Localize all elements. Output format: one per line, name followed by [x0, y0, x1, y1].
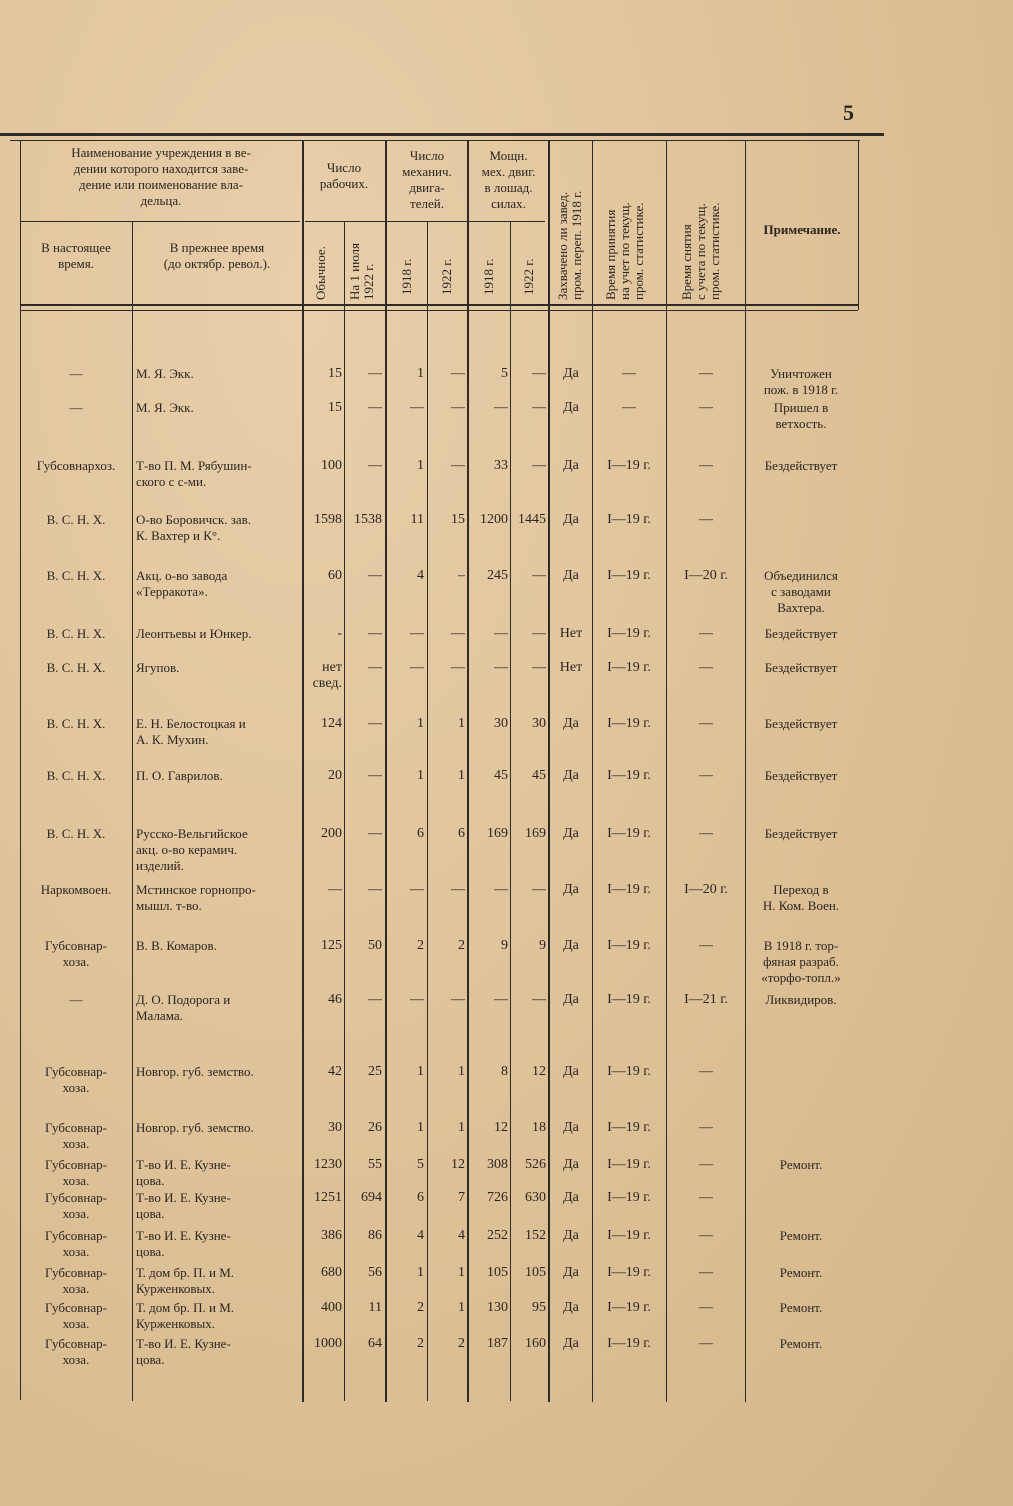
row-18-note: Ремонт.	[779, 1265, 823, 1280]
row-3-cap: Да	[563, 512, 579, 527]
row-9-p1918: 169	[487, 826, 508, 841]
row-11-cur: Губсовнар- хоза.	[45, 938, 107, 969]
row-10-cap: Да	[563, 882, 579, 897]
row-14-e1922: 1	[458, 1120, 465, 1135]
header-current-time: В настоящее время.	[41, 240, 111, 271]
row-6-cap: Нет	[559, 660, 583, 675]
row-10-cur: Наркомвоен.	[40, 882, 112, 897]
row-4-former: Акц. о-во завода «Терракота».	[136, 568, 228, 599]
row-10-e1918: —	[410, 882, 424, 897]
row-4-cur: В. С. Н. Х.	[46, 568, 106, 583]
row-0-p1922: —	[532, 366, 546, 381]
col-rule	[745, 140, 746, 1402]
col-rule	[510, 221, 511, 1401]
row-7-usual: 124	[321, 716, 342, 731]
row-1-w1922: —	[368, 400, 382, 415]
row-2-acc: I—19 г.	[607, 458, 651, 473]
row-3-cur: В. С. Н. Х.	[46, 512, 106, 527]
row-9-e1918: 6	[417, 826, 424, 841]
row-7-e1918: 1	[417, 716, 424, 731]
row-14-p1918: 12	[494, 1120, 508, 1135]
row-16-p1918: 726	[487, 1190, 508, 1205]
row-14-acc: I—19 г.	[607, 1120, 651, 1135]
row-6-w1922: —	[368, 660, 382, 675]
row-8-usual: 20	[328, 768, 342, 783]
row-1-p1922: —	[532, 400, 546, 415]
header-workers-usual: Обычное.	[313, 246, 328, 300]
col-rule	[385, 140, 387, 1402]
row-4-p1918: 245	[487, 568, 508, 583]
header-bottom-rule	[20, 304, 858, 306]
table-top-rule-thin	[10, 140, 860, 141]
row-0-e1918: 1	[417, 366, 424, 381]
row-2-rem: —	[699, 458, 713, 473]
row-14-w1922: 26	[368, 1120, 382, 1135]
row-7-cap: Да	[563, 716, 579, 731]
row-8-e1918: 1	[417, 768, 424, 783]
col-rule	[467, 140, 469, 1402]
row-3-rem: —	[699, 512, 713, 527]
row-17-rem: —	[699, 1228, 713, 1243]
row-2-cur: Губсовнархоз.	[36, 458, 116, 473]
page-number: 5	[843, 100, 854, 125]
header-former-time: В прежнее время (до октябр. револ.).	[163, 240, 271, 271]
row-17-note: Ремонт.	[779, 1228, 823, 1243]
row-10-note: Переход в Н. Ком. Воен.	[762, 882, 840, 913]
row-15-w1922: 55	[368, 1157, 382, 1172]
row-7-e1922: 1	[458, 716, 465, 731]
row-14-rem: —	[699, 1120, 713, 1135]
row-12-rem: I—21 г.	[684, 992, 728, 1007]
row-5-rem: —	[699, 626, 713, 641]
row-16-e1922: 7	[458, 1190, 465, 1205]
row-15-cap: Да	[563, 1157, 579, 1172]
row-2-p1922: —	[532, 458, 546, 473]
row-11-usual: 125	[321, 938, 342, 953]
row-1-rem: —	[699, 400, 713, 415]
row-15-rem: —	[699, 1157, 713, 1172]
row-0-usual: 15	[328, 366, 342, 381]
row-11-rem: —	[699, 938, 713, 953]
row-5-e1922: —	[451, 626, 465, 641]
table-top-rule	[0, 133, 884, 136]
row-8-p1922: 45	[532, 768, 546, 783]
row-3-p1922: 1445	[518, 512, 546, 527]
row-5-cap: Нет	[559, 626, 583, 641]
row-0-former: М. Я. Экк.	[136, 366, 194, 381]
row-12-p1918: —	[494, 992, 508, 1007]
row-19-usual: 400	[321, 1300, 342, 1315]
row-15-e1918: 5	[417, 1157, 424, 1172]
row-19-note: Ремонт.	[779, 1300, 823, 1315]
row-17-usual: 386	[321, 1228, 342, 1243]
row-6-rem: —	[699, 660, 713, 675]
row-13-e1922: 1	[458, 1064, 465, 1079]
row-2-p1918: 33	[494, 458, 508, 473]
row-13-cap: Да	[563, 1064, 579, 1079]
header-workers: Число рабочих.	[319, 160, 369, 191]
row-1-cur: —	[69, 400, 83, 415]
row-18-rem: —	[699, 1265, 713, 1280]
row-4-note: Объединился с заводами Вахтера.	[764, 568, 838, 615]
row-11-e1922: 2	[458, 938, 465, 953]
row-16-w1922: 694	[361, 1190, 382, 1205]
row-1-note: Пришел в ветхость.	[773, 400, 829, 431]
row-11-e1918: 2	[417, 938, 424, 953]
row-11-w1922: 50	[368, 938, 382, 953]
row-20-former: Т-во И. Е. Кузне- цова.	[136, 1336, 231, 1367]
row-10-e1922: —	[451, 882, 465, 897]
row-1-e1922: —	[451, 400, 465, 415]
row-11-former: В. В. Комаров.	[136, 938, 217, 953]
subheader-rule	[20, 221, 300, 222]
row-6-note: Бездействует	[764, 660, 838, 675]
row-15-p1918: 308	[487, 1157, 508, 1172]
col-rule	[666, 140, 667, 1402]
row-13-cur: Губсовнар- хоза.	[45, 1064, 107, 1095]
row-12-cap: Да	[563, 992, 579, 1007]
row-7-rem: —	[699, 716, 713, 731]
row-20-cur: Губсовнар- хоза.	[45, 1336, 107, 1367]
row-8-w1922: —	[368, 768, 382, 783]
header-engines: Число механич. двига- телей.	[402, 148, 452, 211]
row-3-usual: 1598	[314, 512, 342, 527]
row-18-usual: 680	[321, 1265, 342, 1280]
row-5-w1922: —	[368, 626, 382, 641]
col-rule	[592, 140, 593, 1402]
col-rule	[132, 221, 133, 1401]
row-2-cap: Да	[563, 458, 579, 473]
row-19-acc: I—19 г.	[607, 1300, 651, 1315]
row-20-cap: Да	[563, 1336, 579, 1351]
row-12-e1918: —	[410, 992, 424, 1007]
row-18-acc: I—19 г.	[607, 1265, 651, 1280]
row-17-p1922: 152	[525, 1228, 546, 1243]
row-17-former: Т-во И. Е. Кузне- цова.	[136, 1228, 231, 1259]
row-13-former: Новгор. губ. земство.	[136, 1064, 254, 1079]
row-14-cap: Да	[563, 1120, 579, 1135]
row-18-e1918: 1	[417, 1265, 424, 1280]
row-4-rem: I—20 г.	[684, 568, 728, 583]
row-2-note: Бездействует	[764, 458, 838, 473]
row-0-rem: —	[699, 366, 713, 381]
row-13-rem: —	[699, 1064, 713, 1079]
row-5-p1922: —	[532, 626, 546, 641]
header-engines-1922: 1922 г.	[439, 258, 454, 295]
row-12-e1922: —	[451, 992, 465, 1007]
row-3-e1918: 11	[410, 512, 424, 527]
row-13-e1918: 1	[417, 1064, 424, 1079]
row-12-p1922: —	[532, 992, 546, 1007]
row-19-cap: Да	[563, 1300, 579, 1315]
row-5-e1918: —	[410, 626, 424, 641]
row-17-e1922: 4	[458, 1228, 465, 1243]
row-7-acc: I—19 г.	[607, 716, 651, 731]
row-6-p1918: —	[494, 660, 508, 675]
row-20-usual: 1000	[314, 1336, 342, 1351]
row-3-p1918: 1200	[480, 512, 508, 527]
row-2-e1918: 1	[417, 458, 424, 473]
row-17-e1918: 4	[417, 1228, 424, 1243]
row-11-note: В 1918 г. тор- фяная разраб. «торфо-топл.»	[761, 938, 841, 985]
row-8-note: Бездействует	[764, 768, 838, 783]
col-rule	[858, 140, 859, 310]
row-0-cap: Да	[563, 366, 579, 381]
row-20-note: Ремонт.	[779, 1336, 823, 1351]
row-6-e1922: —	[451, 660, 465, 675]
row-16-e1918: 6	[417, 1190, 424, 1205]
row-17-w1922: 86	[368, 1228, 382, 1243]
row-10-p1922: —	[532, 882, 546, 897]
row-9-p1922: 169	[525, 826, 546, 841]
header-workers-1922: На 1 июля 1922 г.	[347, 243, 376, 300]
row-4-cap: Да	[563, 568, 579, 583]
row-11-p1922: 9	[539, 938, 546, 953]
row-12-acc: I—19 г.	[607, 992, 651, 1007]
row-9-acc: I—19 г.	[607, 826, 651, 841]
row-16-p1922: 630	[525, 1190, 546, 1205]
row-20-e1922: 2	[458, 1336, 465, 1351]
row-0-note: Уничтожен пож. в 1918 г.	[763, 366, 839, 397]
row-20-acc: I—19 г.	[607, 1336, 651, 1351]
row-13-w1922: 25	[368, 1064, 382, 1079]
row-4-acc: I—19 г.	[607, 568, 651, 583]
row-19-p1918: 130	[487, 1300, 508, 1315]
row-4-e1918: 4	[417, 568, 424, 583]
row-6-e1918: —	[410, 660, 424, 675]
row-18-e1922: 1	[458, 1265, 465, 1280]
row-20-rem: —	[699, 1336, 713, 1351]
row-8-former: П. О. Гаврилов.	[136, 768, 223, 783]
row-8-p1918: 45	[494, 768, 508, 783]
row-18-cur: Губсовнар- хоза.	[45, 1265, 107, 1296]
row-9-usual: 200	[321, 826, 342, 841]
row-9-rem: —	[699, 826, 713, 841]
row-15-cur: Губсовнар- хоза.	[45, 1157, 107, 1188]
row-10-p1918: —	[494, 882, 508, 897]
header-note: Примечание.	[763, 222, 841, 237]
row-10-w1922: —	[368, 882, 382, 897]
subheader-rule-workers	[305, 221, 545, 222]
row-3-w1922: 1538	[354, 512, 382, 527]
row-5-p1918: —	[494, 626, 508, 641]
row-17-cur: Губсовнар- хоза.	[45, 1228, 107, 1259]
row-16-usual: 1251	[314, 1190, 342, 1205]
row-15-acc: I—19 г.	[607, 1157, 651, 1172]
row-1-p1918: —	[494, 400, 508, 415]
row-18-p1922: 105	[525, 1265, 546, 1280]
row-14-usual: 30	[328, 1120, 342, 1135]
row-8-cap: Да	[563, 768, 579, 783]
row-13-p1922: 12	[532, 1064, 546, 1079]
row-6-acc: I—19 г.	[607, 660, 651, 675]
row-5-usual: -	[337, 626, 342, 641]
col-rule	[20, 140, 21, 1400]
row-19-w1922: 11	[368, 1300, 382, 1315]
row-9-cur: В. С. Н. Х.	[46, 826, 106, 841]
row-16-rem: —	[699, 1190, 713, 1205]
row-12-note: Ликвидиров.	[765, 992, 837, 1007]
row-12-former: Д. О. Подорога и Малама.	[136, 992, 231, 1023]
row-4-w1922: —	[368, 568, 382, 583]
row-20-e1918: 2	[417, 1336, 424, 1351]
row-1-usual: 15	[328, 400, 342, 415]
row-19-rem: —	[699, 1300, 713, 1315]
row-11-cap: Да	[563, 938, 579, 953]
row-7-w1922: —	[368, 716, 382, 731]
row-4-usual: 60	[328, 568, 342, 583]
col-rule	[427, 221, 428, 1401]
row-19-p1922: 95	[532, 1300, 546, 1315]
row-16-former: Т-во И. Е. Кузне- цова.	[136, 1190, 231, 1221]
row-10-former: Мстинское горнопро- мышл. т-во.	[136, 882, 256, 913]
header-power-1922: 1922 г.	[521, 258, 536, 295]
row-13-p1918: 8	[501, 1064, 508, 1079]
row-0-p1918: 5	[501, 366, 508, 381]
row-15-former: Т-во И. Е. Кузне- цова.	[136, 1157, 231, 1188]
row-1-cap: Да	[563, 400, 579, 415]
row-6-former: Ягупов.	[136, 660, 180, 675]
row-5-note: Бездействует	[764, 626, 838, 641]
row-16-acc: I—19 г.	[607, 1190, 651, 1205]
row-17-p1918: 252	[487, 1228, 508, 1243]
row-3-e1922: 15	[451, 512, 465, 527]
row-9-note: Бездействует	[764, 826, 838, 841]
header-power: Мощн. мех. двиг. в лошад. силах.	[481, 148, 536, 211]
row-15-note: Ремонт.	[779, 1157, 823, 1172]
row-8-acc: I—19 г.	[607, 768, 651, 783]
row-14-p1922: 18	[532, 1120, 546, 1135]
row-9-e1922: 6	[458, 826, 465, 841]
row-19-former: Т. дом бр. П. и М. Курженковых.	[136, 1300, 235, 1331]
row-8-cur: В. С. Н. Х.	[46, 768, 106, 783]
row-10-usual: —	[328, 882, 342, 897]
row-6-usual: нет свед.	[312, 660, 342, 691]
row-15-usual: 1230	[314, 1157, 342, 1172]
row-7-p1918: 30	[494, 716, 508, 731]
row-11-acc: I—19 г.	[607, 938, 651, 953]
row-11-p1918: 9	[501, 938, 508, 953]
row-0-cur: —	[69, 366, 83, 381]
row-14-e1918: 1	[417, 1120, 424, 1135]
row-19-e1922: 1	[458, 1300, 465, 1315]
row-18-former: Т. дом бр. П. и М. Курженковых.	[136, 1265, 235, 1296]
row-8-rem: —	[699, 768, 713, 783]
row-17-cap: Да	[563, 1228, 579, 1243]
row-18-cap: Да	[563, 1265, 579, 1280]
row-5-acc: I—19 г.	[607, 626, 651, 641]
row-20-p1922: 160	[525, 1336, 546, 1351]
row-18-p1918: 105	[487, 1265, 508, 1280]
row-10-rem: I—20 г.	[684, 882, 728, 897]
row-7-p1922: 30	[532, 716, 546, 731]
row-15-e1922: 12	[451, 1157, 465, 1172]
row-1-former: М. Я. Экк.	[136, 400, 194, 415]
header-power-1918: 1918 г.	[481, 258, 496, 295]
row-1-e1918: —	[410, 400, 424, 415]
row-4-e1922: –	[458, 568, 465, 583]
row-7-note: Бездействует	[764, 716, 838, 731]
row-16-cur: Губсовнар- хоза.	[45, 1190, 107, 1221]
row-16-cap: Да	[563, 1190, 579, 1205]
row-3-former: О-во Боровичск. зав. К. Вахтер и К°.	[136, 512, 251, 543]
row-10-acc: I—19 г.	[607, 882, 651, 897]
row-15-p1922: 526	[525, 1157, 546, 1172]
header-bottom-rule-2	[20, 310, 858, 311]
row-17-acc: I—19 г.	[607, 1228, 651, 1243]
row-2-e1922: —	[451, 458, 465, 473]
row-1-acc: —	[622, 400, 636, 415]
row-8-e1922: 1	[458, 768, 465, 783]
row-19-e1918: 2	[417, 1300, 424, 1315]
header-name-group: Наименование учреждения в ве- дении которого находится заве- дение или поименование вла- дельца.	[71, 145, 251, 208]
row-5-cur: В. С. Н. Х.	[46, 626, 106, 641]
row-9-former: Русско-Вельгийское акц. о-во керамич. изделий.	[136, 826, 248, 873]
row-0-acc: —	[622, 366, 636, 381]
row-3-acc: I—19 г.	[607, 512, 651, 527]
row-13-usual: 42	[328, 1064, 342, 1079]
row-0-e1922: —	[451, 366, 465, 381]
row-6-p1922: —	[532, 660, 546, 675]
row-2-former: Т-во П. М. Рябушин- ского с с-ми.	[136, 458, 252, 489]
col-rule	[344, 221, 345, 1401]
row-9-w1922: —	[368, 826, 382, 841]
row-14-cur: Губсовнар- хоза.	[45, 1120, 107, 1151]
row-13-acc: I—19 г.	[607, 1064, 651, 1079]
header-engines-1918: 1918 г.	[399, 258, 414, 295]
row-12-w1922: —	[368, 992, 382, 1007]
row-18-w1922: 56	[368, 1265, 382, 1280]
header-time-accepted: Время принятия на учет по текущ. пром. статистике.	[603, 202, 646, 300]
row-14-former: Новгор. губ. земство.	[136, 1120, 254, 1135]
header-captured: Захвачено ли завед. пром. переп. 1918 г.	[555, 190, 584, 300]
row-19-cur: Губсовнар- хоза.	[45, 1300, 107, 1331]
row-0-w1922: —	[368, 366, 382, 381]
row-20-p1918: 187	[487, 1336, 508, 1351]
row-5-former: Леонтьевы и Юнкер.	[136, 626, 252, 641]
header-time-removed: Время снятия с учета по текущ. пром. статистике.	[679, 202, 722, 300]
row-2-usual: 100	[321, 458, 342, 473]
col-rule	[548, 140, 550, 1402]
row-4-p1922: —	[532, 568, 546, 583]
row-12-cur: —	[69, 992, 83, 1007]
row-6-cur: В. С. Н. Х.	[46, 660, 106, 675]
row-9-cap: Да	[563, 826, 579, 841]
row-12-usual: 46	[328, 992, 342, 1007]
row-7-cur: В. С. Н. Х.	[46, 716, 106, 731]
row-7-former: Е. Н. Белостоцкая и А. К. Мухин.	[136, 716, 246, 747]
row-2-w1922: —	[368, 458, 382, 473]
row-20-w1922: 64	[368, 1336, 382, 1351]
